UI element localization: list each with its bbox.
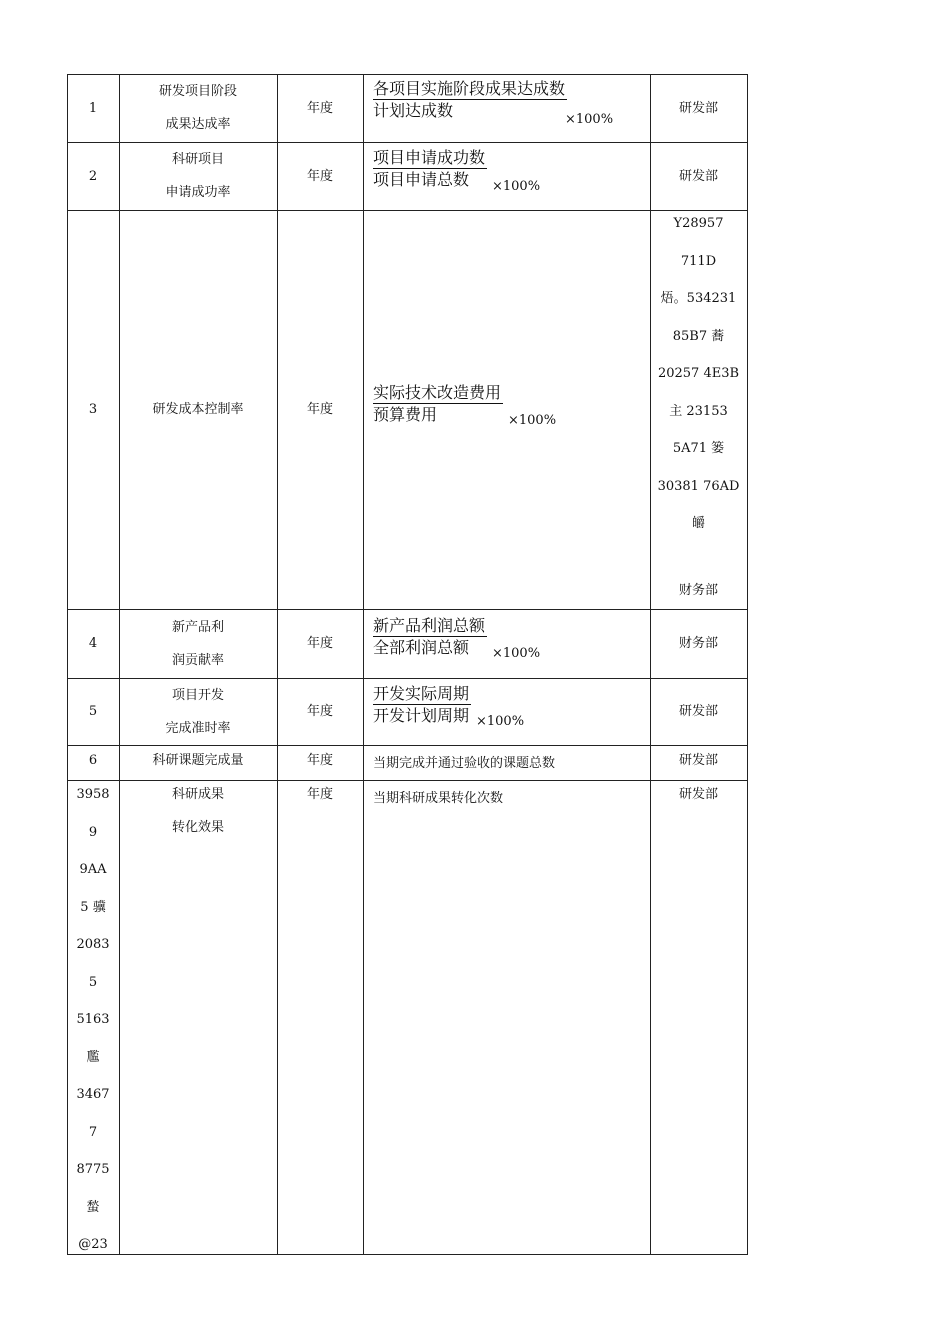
evaluation-period: 年度 <box>306 100 333 116</box>
responsible-dept: 财务部 <box>678 636 718 651</box>
responsible-dept: 研发部 <box>678 752 718 768</box>
indicator-name: 新产品利 润贡献率 <box>171 619 224 668</box>
formula-multiplier: ×100% <box>476 714 525 729</box>
row-number: 1 <box>88 100 98 116</box>
formula-denominator: 预算费用 <box>373 405 438 424</box>
formula-fraction <box>373 382 503 425</box>
formula-text: 当期完成并通过验收的课题总数 <box>373 756 556 771</box>
responsible-dept: 研发部 <box>678 100 718 116</box>
responsible-dept: 研发部 <box>678 787 718 802</box>
evaluation-period: 年度 <box>306 704 333 719</box>
formula-denominator: 全部利润总额 <box>373 638 470 657</box>
row-number: 6 <box>88 752 98 768</box>
formula-numerator: 新产品利润总额 <box>373 616 486 635</box>
formula-numerator: 项目申请成功数 <box>373 148 486 167</box>
evaluation-period: 年度 <box>306 402 333 417</box>
row-number: 5 <box>88 704 98 719</box>
formula-denominator: 项目申请总数 <box>373 170 470 189</box>
indicator-name: 研发成本控制率 <box>152 402 244 417</box>
evaluation-period: 年度 <box>306 636 333 651</box>
indicator-name: 科研课题完成量 <box>152 752 244 768</box>
indicator-name: 科研项目 申请成功率 <box>165 152 231 200</box>
row-number: 3 <box>88 402 98 417</box>
formula-fraction <box>373 78 567 121</box>
formula-fraction <box>373 147 487 190</box>
evaluation-period: 年度 <box>306 752 333 768</box>
row-number-stack: 3958 9 9AA 5 骥 2083 5 5163 尶 3467 7 8775 蝵 @23 <box>76 787 110 1252</box>
formula-multiplier: ×100% <box>492 646 541 661</box>
responsible-dept: 研发部 <box>678 168 718 184</box>
formula-numerator: 各项目实施阶段成果达成数 <box>373 79 566 98</box>
formula-multiplier: ×100% <box>508 413 557 428</box>
indicator-name: 项目开发 完成准时率 <box>165 687 231 736</box>
row-number: 4 <box>88 636 98 651</box>
formula-fraction <box>373 683 471 726</box>
formula-text: 当期科研成果转化次数 <box>373 791 504 806</box>
formula-multiplier: ×100% <box>565 112 614 127</box>
table-border-bottom <box>67 1254 748 1255</box>
formula-multiplier: ×100% <box>492 179 541 194</box>
formula-denominator: 开发计划周期 <box>373 706 470 725</box>
indicator-name: 科研成果 转化效果 <box>171 787 224 835</box>
table-border-right <box>747 74 748 1255</box>
formula-denominator: 计划达成数 <box>373 101 454 120</box>
responsible-dept-stack: Y28957 711D 焐。534231 85B7 蕎 20257 4E3B 主 23153 5A71 篓 30381 76AD 皭 财务部 <box>650 205 747 609</box>
formula-fraction <box>373 615 487 658</box>
responsible-dept: 财务部 <box>678 582 718 598</box>
row-number: 2 <box>88 168 98 184</box>
formula-numerator: 开发实际周期 <box>373 684 470 703</box>
formula-numerator: 实际技术改造费用 <box>373 383 502 402</box>
evaluation-period: 年度 <box>306 168 333 184</box>
column-divider <box>363 74 364 1255</box>
indicator-name: 研发项目阶段 成果达成率 <box>158 84 237 132</box>
evaluation-period: 年度 <box>306 787 333 802</box>
responsible-dept: 研发部 <box>678 704 718 719</box>
